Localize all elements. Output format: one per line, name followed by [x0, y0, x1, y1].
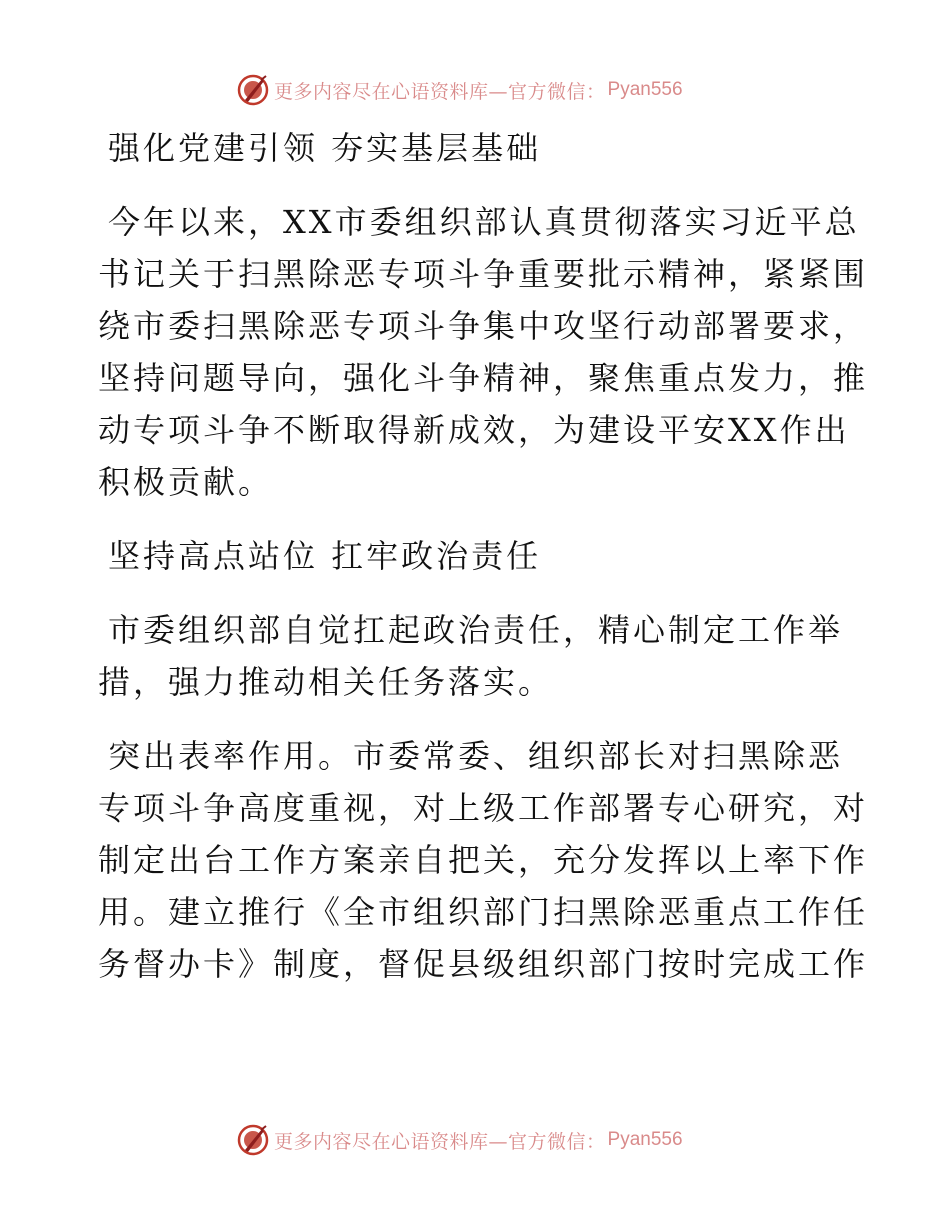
heading-line: 坚持高点站位 扛牢政治责任 — [108, 537, 542, 575]
paragraph-line: 务督办卡》制度，督促县级组织部门按时完成工作 — [98, 945, 869, 983]
paragraph-line: 市委组织部自觉扛起政治责任，精心制定工作举 — [108, 611, 844, 649]
paragraph-line: 制定出台工作方案亲自把关，充分发挥以上率下作 — [98, 841, 869, 879]
paragraph-line: 突出表率作用。市委常委、组织部长对扫黑除恶 — [108, 737, 844, 775]
section-heading — [98, 530, 858, 582]
watermark-account: Pyan556 — [607, 1129, 683, 1150]
heading-line: 强化党建引领 夯实基层基础 — [108, 129, 542, 167]
section-heading — [98, 122, 858, 174]
paragraph-line: 今年以来，XX市委组织部认真贯彻落实习近平总 — [108, 203, 860, 241]
paragraph-line: 坚持问题导向，强化斗争精神，聚焦重点发力，推 — [98, 359, 869, 397]
watermark-account: Pyan556 — [607, 79, 683, 100]
paragraph-line: 用。建立推行《全市组织部门扫黑除恶重点工作任 — [98, 893, 869, 931]
document-body — [98, 122, 869, 1012]
paragraph-line: 书记关于扫黑除恶专项斗争重要批示精神，紧紧围 — [98, 255, 869, 293]
paragraph — [98, 196, 869, 508]
quill-pen-seal-icon — [236, 1123, 270, 1157]
header-watermark — [236, 72, 683, 108]
paragraph-line: 专项斗争高度重视，对上级工作部署专心研究，对 — [98, 789, 869, 827]
paragraph-line: 动专项斗争不断取得新成效，为建设平安XX作出 — [98, 411, 850, 449]
paragraph-line: 绕市委扫黑除恶专项斗争集中攻坚行动部署要求， — [98, 307, 869, 345]
paragraph — [98, 604, 858, 708]
paragraph-line: 积极贡献。 — [98, 463, 274, 501]
watermark-text: 更多内容尽在心语资料库—官方微信： — [274, 1130, 606, 1153]
watermark-text: 更多内容尽在心语资料库—官方微信： — [274, 80, 606, 103]
paragraph — [98, 730, 869, 990]
footer-watermark — [236, 1122, 683, 1158]
paragraph-line: 措，强力推动相关任务落实。 — [98, 663, 554, 701]
quill-pen-seal-icon — [236, 73, 270, 107]
